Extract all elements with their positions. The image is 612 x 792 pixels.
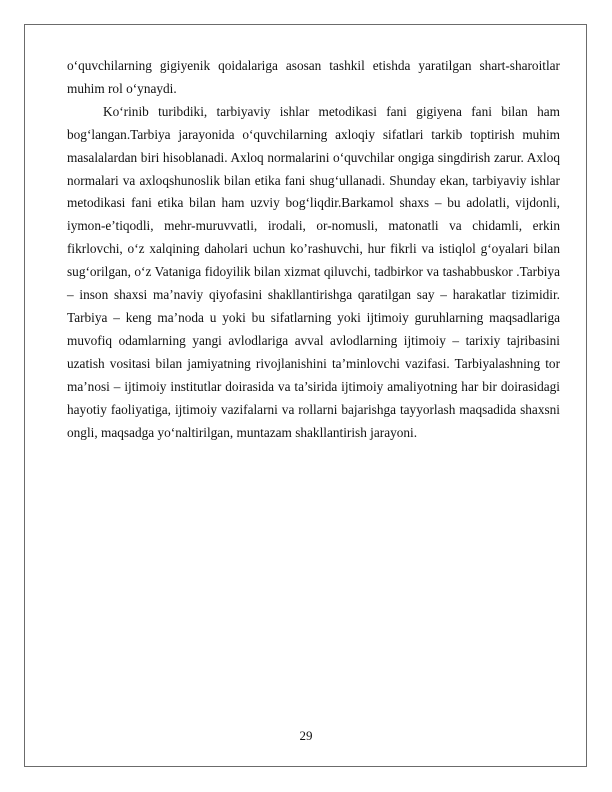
paragraph-continued: o‘quvchilarning gigiyenik qoidalariga asosan tashkil etishda yaratilgan shart-sharoitlar muhim rol o‘ynaydi. [67, 58, 560, 96]
paragraph-main: Ko‘rinib turibdiki, tarbiyaviy ishlar metodikasi fani gigiyena fani bilan ham bog‘langan.Tarbiya jarayonida o‘quvchilarning axloqiy sifatlari tarkib toptirish muhim masalalardan biri hisoblanadi. Axloq normalarini o‘quvchilar ongiga singdirish zarur. Axloq normalari va axloqshunoslik bilan etika fani shug‘ullanadi. Shunday ekan, tarbiyaviy ishlar metodikasi fani etika bilan ham uzviy bog‘liqdir.Barkamol shaxs – bu adolatli, vijdonli, iymon-e’tiqodli, mehr-muruvvatli, irodali, or-nomusli, matonatli va chidamli, erkin fikrlovchi, o‘z xalqining daholari uchun ko’rashuvchi, hur fikrli va istiqlol g‘oyalari bilan sug‘orilgan, o‘z Vataniga fidoyilik bilan xizmat qiluvchi, tadbirkor va tashabbuskor .Tarbiya – inson shaxsi ma’naviy qiyofasini shakllantirishga qaratilgan say – harakatlar tizimidir. Tarbiya – keng ma’noda u yoki bu sifatlarning yoki ijtimoiy guruhlarning maqsadlariga muvofiq odamlarning yangi avlodlariga avval avlodlarning ijtimoiy – tarixiy tajribasini uzatish vositasi bilan jamiyatning rivojlanishini ta’minlovchi vazifasi. Tarbiyalashning tor ma’nosi – ijtimoiy institutlar doirasida va ta’sirida ijtimoiy amaliyotning har bir doirasidagi hayotiy faoliyatiga, ijtimoiy vazifalarni va rollarni bajarishga tayyorlash maqsadida shaxsni ongli, maqsadga yo‘naltirilgan, muntazam shakllantirish jarayoni. [67, 103, 560, 440]
body-text [67, 55, 560, 444]
page-number: 29 [299, 728, 313, 743]
